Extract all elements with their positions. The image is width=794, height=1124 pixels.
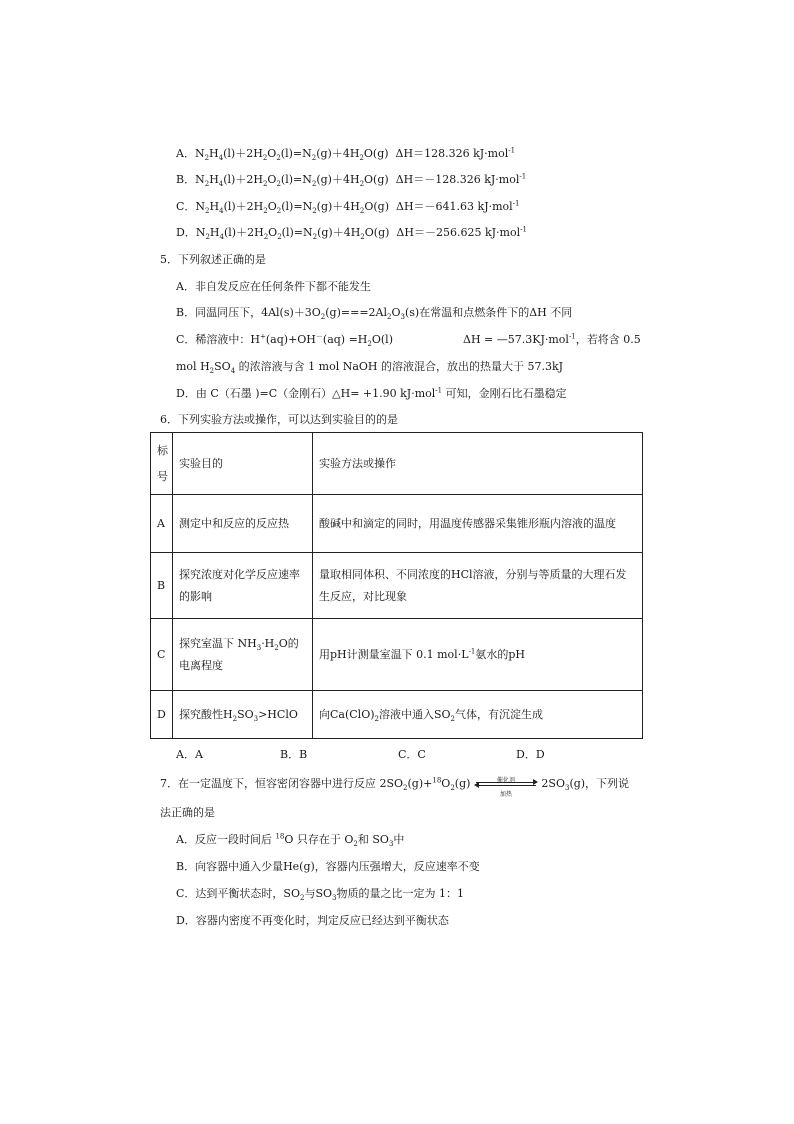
q6-option-b: B．B bbox=[280, 748, 308, 761]
q6-stem: 6．下列实验方法或操作，可以达到实验目的的是 bbox=[160, 413, 398, 426]
table-row bbox=[151, 619, 643, 691]
row-purpose: 探究酸性$H_2SO_3>HClO$ bbox=[173, 691, 313, 739]
q6-options bbox=[176, 747, 545, 763]
table-header-row bbox=[151, 433, 643, 495]
q5-option-a: A．非自发反应在任何条件下都不能发生 bbox=[176, 280, 371, 293]
table-row bbox=[151, 495, 643, 553]
q6-option-d: D．D bbox=[516, 748, 545, 761]
q7-stem: 7．在一定温度下，恒容密闭容器中进行反应 $2SO_2(g)+^{18}O_2(g)$ 催化剂 加热 $2SO_3(g)$，下列说 bbox=[160, 776, 630, 798]
row-method: 量取相同体积、不同浓度的HCl溶液，分别与等质量的大理石发生反应，对比现象 bbox=[313, 553, 643, 619]
q6-option-a: A．A bbox=[176, 748, 203, 761]
row-method: 用pH计测量室温下 0.1 $mol\cdot L^{-1}$氨水的pH bbox=[313, 619, 643, 691]
row-purpose: 测定中和反应的反应热 bbox=[173, 495, 313, 553]
row-method: 酸碱中和滴定的同时，用温度传感器采集锥形瓶内溶液的温度 bbox=[313, 495, 643, 553]
row-label: A bbox=[151, 495, 173, 553]
q4-option-b: B．$N_2H_4(l)+2H_2O_2(l)=N_2(g)+4H_2O(g)$ ΔH＝－128.326 kJ·mol$^{-1}$ bbox=[176, 172, 527, 189]
q7-stem-cont: 法正确的是 bbox=[160, 806, 215, 819]
header-label: 标号 bbox=[151, 433, 173, 495]
table-row bbox=[151, 553, 643, 619]
q6-table bbox=[150, 432, 643, 739]
row-purpose: 探究室温下 $NH_3\cdot H_2O$的电离程度 bbox=[173, 619, 313, 691]
row-label: D bbox=[151, 691, 173, 739]
q5-option-d: D．由 C（石墨 )=C（金刚石）△H= +1.90 kJ·mol$^{-1}$ 可知，金刚石比石墨稳定 bbox=[176, 386, 567, 400]
q4-option-a: A．$N_2H_4(l)+2H_2O_2(l)=N_2(g)+4H_2O(g)$ ΔH＝128.326 kJ·mol$^{-1}$ bbox=[176, 146, 516, 163]
row-purpose: 探究浓度对化学反应速率的影响 bbox=[173, 553, 313, 619]
q7-option-a: A．反应一段时间后 $^{18}$O 只存在于 $O_2$和 $SO_3$中 bbox=[176, 832, 405, 849]
q7-option-c: C．达到平衡状态时，$SO_2$与$SO_3$物质的量之比一定为 1：1 bbox=[176, 887, 464, 903]
reversible-arrow-icon: 催化剂 加热 bbox=[474, 777, 538, 791]
q5-option-c-cont: mol $H_2SO_4$ 的浓溶液与含 1 mol NaOH 的溶液混合，放出的热量大于 57.3kJ bbox=[176, 360, 564, 376]
q6-option-c: C．C bbox=[398, 748, 426, 761]
q5-option-b: B．同温同压下，$4Al(s)+3O_2(g)===2Al_2O_3(s)$在常温和点燃条件下的ΔH 不同 bbox=[176, 306, 573, 322]
q5-stem: 5．下列叙述正确的是 bbox=[160, 253, 266, 266]
q7-option-d: D．容器内密度不再变化时，判定反应已经达到平衡状态 bbox=[176, 914, 449, 927]
header-purpose: 实验目的 bbox=[173, 433, 313, 495]
row-label: C bbox=[151, 619, 173, 691]
row-label: B bbox=[151, 553, 173, 619]
header-method: 实验方法或操作 bbox=[313, 433, 643, 495]
q5-option-c: C．稀溶液中：$H^+(aq)+OH^-(aq) =H_2O(l) \Delta H$ = —57.3KJ·mol$^{-1}$，若将含 0.5 bbox=[176, 332, 641, 349]
q7-option-b: B．向容器中通入少量He(g)，容器内压强增大，反应速率不变 bbox=[176, 860, 480, 873]
row-method: 向$Ca(ClO)_2$溶液中通入$SO_2$气体，有沉淀生成 bbox=[313, 691, 643, 739]
table-row bbox=[151, 691, 643, 739]
q4-option-c: C．$N_2H_4(l)+2H_2O_2(l)=N_2(g)+4H_2O(g)$ ΔH＝－641.63 kJ·mol$^{-1}$ bbox=[176, 199, 520, 216]
q4-option-d: D．$N_2H_4(l)+2H_2O_2(l)=N_2(g)+4H_2O(g)$ ΔH＝－256.625 kJ·mol$^{-1}$ bbox=[176, 225, 527, 242]
